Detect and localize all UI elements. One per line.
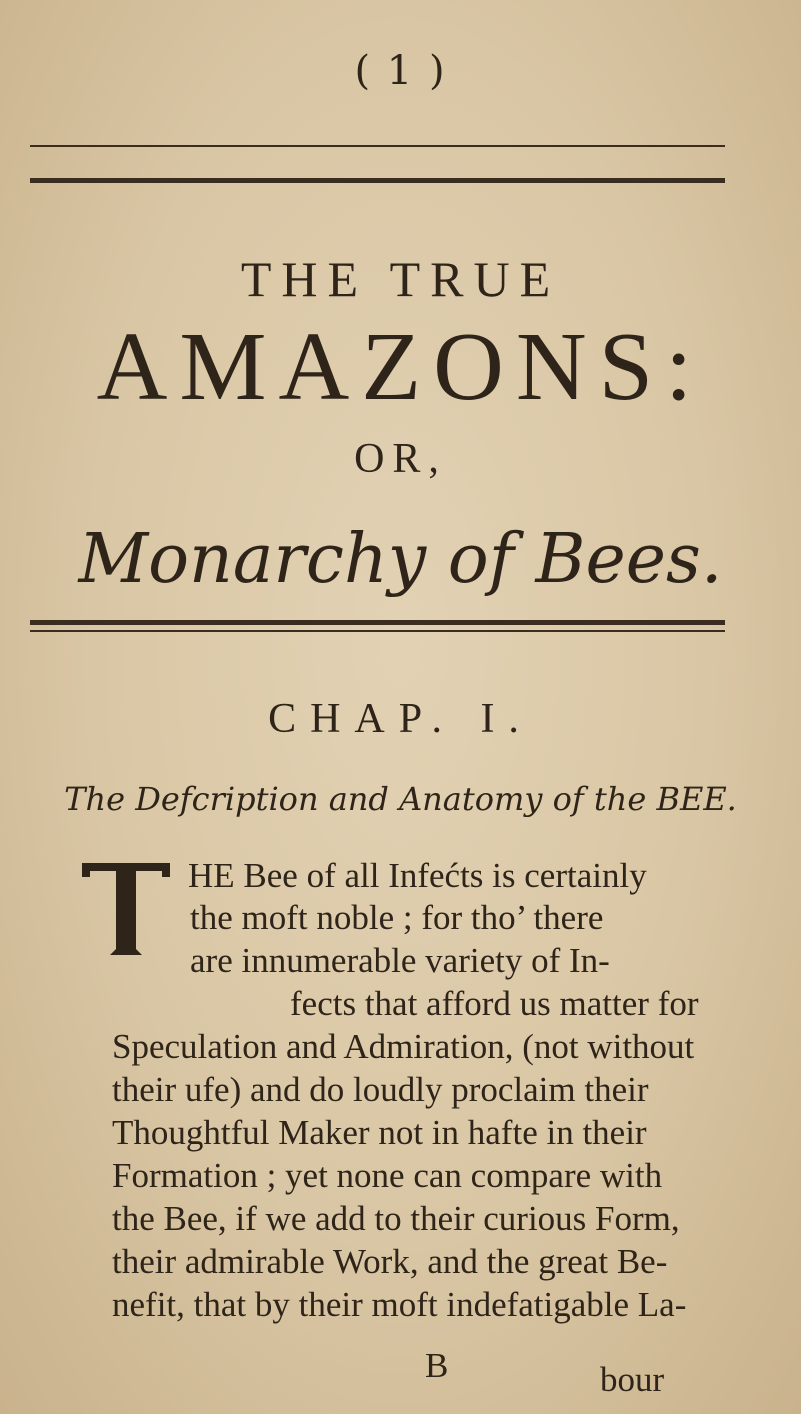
page-number: ( 1 ) xyxy=(354,48,447,94)
body-line: the Bee, if we add to their curious Form, xyxy=(112,1199,680,1238)
body-line: their ufe) and do loudly proclaim their xyxy=(112,1070,649,1109)
chapter-heading: CHAP. I. xyxy=(268,696,533,742)
title-line-the-true: THE TRUE xyxy=(240,251,561,307)
catchword: bour xyxy=(600,1360,665,1399)
top-rule-thin xyxy=(30,145,725,147)
title-rule-thick xyxy=(30,620,725,625)
body-line: Formation ; yet none can compare with xyxy=(112,1156,663,1195)
chapter-subtitle: The Defcription and Anatomy of the BEE. xyxy=(64,780,737,818)
body-line: the moft noble ; for tho’ there xyxy=(190,898,604,937)
body-line: Speculation and Admiration, (not without xyxy=(112,1027,695,1066)
signature-mark: B xyxy=(425,1346,449,1385)
title-line-monarchy: Monarchy of Bees. xyxy=(78,520,723,599)
body-line: are innumerable variety of In- xyxy=(190,941,610,980)
title-line-amazons: AMAZONS: xyxy=(96,313,705,421)
title-rule-thin xyxy=(30,630,725,632)
body-line: HE Bee of all Infećts is certainly xyxy=(188,856,647,895)
title-line-or: OR, xyxy=(354,436,447,482)
body-line: Thoughtful Maker not in hafte in their xyxy=(112,1113,647,1152)
body-line: nefit, that by their moft indefatigable La- xyxy=(112,1285,687,1324)
drop-cap-t-icon xyxy=(80,857,172,957)
body-line: their admirable Work, and the great Be- xyxy=(112,1242,668,1281)
top-rule-thick xyxy=(30,178,725,183)
body-line: fects that afford us matter for xyxy=(290,984,699,1023)
